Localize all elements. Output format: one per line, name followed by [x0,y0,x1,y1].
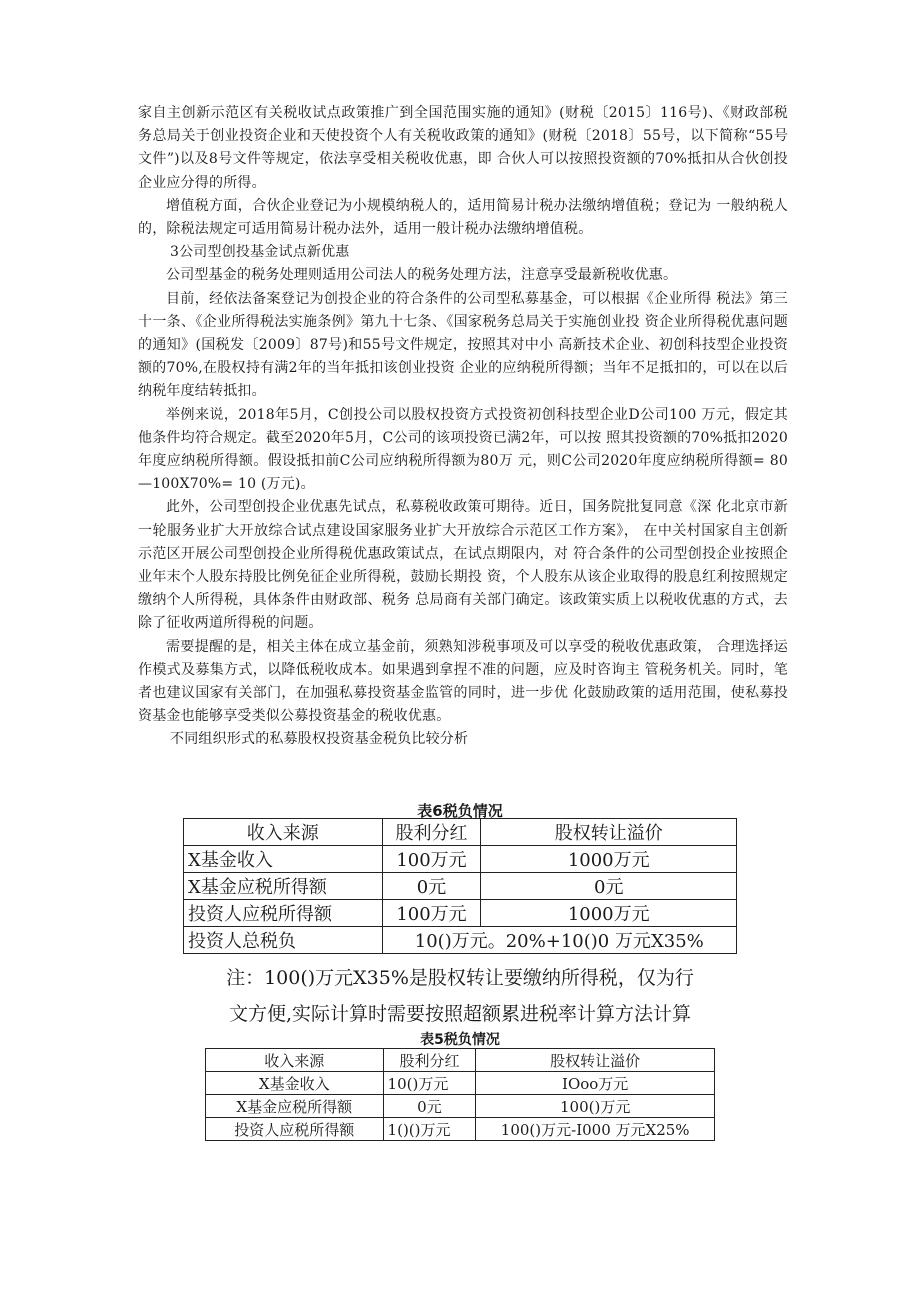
table-row [206,1095,715,1118]
table-note-line: 注：100()万元X35%是股权转让要缴纳所得税，仅为行 [226,967,694,989]
paragraph: 需要提醒的是，相关主体在成立基金前，须熟知涉税事项及可以享受的税收优惠政策， 合理选择运作模式及募集方式，以降低税收成本。如果遇到拿捏不准的问题，应及时咨询主 管税务机关。同时，笔者也建议国家有关部门，在加强私募投资基金监管的同时，进一步优 化鼓励政策的适用范围，使私募投资基金也能够享受类似公募投资基金的税收优惠。 [138,638,788,725]
tax-burden-table-6 [183,818,737,954]
table-row [206,1072,715,1095]
table-cell: X基金应税所得额 [184,873,383,900]
table-cell: X基金收入 [206,1072,384,1095]
table-total-row [184,927,737,954]
table-cell: 投资人应税所得额 [206,1118,384,1141]
table-cell: 10()万元 [383,1072,476,1095]
header-cell: 股利分红 [382,819,481,846]
table-cell: 100()万元-I000 万元X25% [476,1118,715,1141]
table-intro: 不同组织形式的私募股权投资基金税负比较分析 [170,731,469,748]
table-cell: X基金收入 [184,846,383,873]
paragraph: 公司型基金的税务处理则适用公司法人的税务处理方法，注意享受最新税收优惠。 [166,267,678,284]
table-row [184,846,737,873]
tax-burden-table-5 [205,1048,715,1141]
table-header-row [184,819,737,846]
table-cell: 100()万元 [476,1095,715,1118]
paragraph: 家自主创新示范区有关税收试点政策推广到全国范围实施的通知》(财税〔2015〕116号)、《财政部税务总局关于创业投资企业和天使投资个人有关税收政策的通知》(财税〔2018〕55号，以下简称“55号文件”)以及8号文件等规定，依法享受相关税收优惠，即 合伙人可以按照投资额的70%抵扣从合伙创投企业应分得的所得。 [138,105,788,191]
table-cell: 0元 [383,1095,476,1118]
table6-caption: 表6税负情况 [417,802,503,820]
table-cell: 0元 [481,873,737,900]
header-cell: 股权转让溢价 [481,819,737,846]
table-row [184,873,737,900]
table-cell: 1000万元 [481,846,737,873]
header-cell: 股利分红 [383,1049,476,1072]
paragraph: 增值税方面，合伙企业登记为小规模纳税人的，适用简易计税办法缴纳增值税；登记为 一般纳税人的，除税法规定可适用简易计税办法外，适用一般计税办法缴纳增值税。 [138,197,788,238]
body-text [138,102,788,752]
paragraph: 目前，经依法备案登记为创投企业的符合条件的公司型私募基金，可以根据《企业所得 税法》第三十一条、《企业所得税法实施条例》第九十七条、《国家税务总局关于实施创业投 资企业所得税优惠问题的通知》(国税发〔2009〕87号)和55号文件规定，按照其对中小 高新技术企业、初创科技型企业投资额的70%,在股权持有满2年的当年抵扣该创业投资 企业的应纳税所得额；当年不足抵扣的，可以在以后纳税年度结转抵扣。 [138,290,788,400]
table-cell: 1000万元 [481,900,737,927]
table-row [206,1118,715,1141]
table-cell: 100万元 [382,846,481,873]
table-cell: 10()万元。20%+10()0 万元X35% [382,927,736,954]
table-cell: 投资人应税所得额 [184,900,383,927]
table-cell: IOoo万元 [476,1072,715,1095]
paragraph: 举例来说，2018年5月，C创投公司以股权投资方式投资初创科技型企业D公司100 万元，假定其他条件均符合规定。截至2020年5月，C公司的该项投资已满2年，可以按 照其投资额的70%抵扣2020年度应纳税所得额。假设抵扣前C公司应纳税所得额为80万 元，则C公司2020年度应纳税所得额= 80—100X70%= 10 (万元)。 [138,406,788,493]
table-cell: 投资人总税负 [184,927,383,954]
paragraph: 此外，公司型创投企业优惠先试点，私募税收政策可期待。近日，国务院批复同意《深 化北京市新一轮服务业扩大开放综合试点建设国家服务业扩大开放综合示范区工作方案》， 在中关村国家自主创新示范区开展公司型创投企业所得税优惠政策试点，在试点期限内，对 符合条件的公司型创投企业按照企业年末个人股东持股比例免征企业所得税，鼓励长期投 资，个人股东从该企业取得的股息红利按照规定缴纳个人所得税，具体条件由财政部、税务 总局商有关部门确定。该政策实质上以税收优惠的方式，去除了征收两道所得税的问题。 [138,499,788,632]
section-heading: 3公司型创投基金试点新优惠 [170,244,350,261]
table-row [184,900,737,927]
header-cell: 股权转让溢价 [476,1049,715,1072]
table-cell: 100万元 [382,900,481,927]
table-cell: 1()()万元 [383,1118,476,1141]
header-cell: 收入来源 [206,1049,384,1072]
table-note-line: 文方便,实际计算时需要按照超额累进税率计算方法计算 [228,1003,692,1025]
table-header-row [206,1049,715,1072]
table5-caption: 表5税负情况 [420,1032,500,1048]
table-cell: X基金应税所得额 [206,1095,384,1118]
table-cell: 0元 [382,873,481,900]
header-cell: 收入来源 [184,819,383,846]
